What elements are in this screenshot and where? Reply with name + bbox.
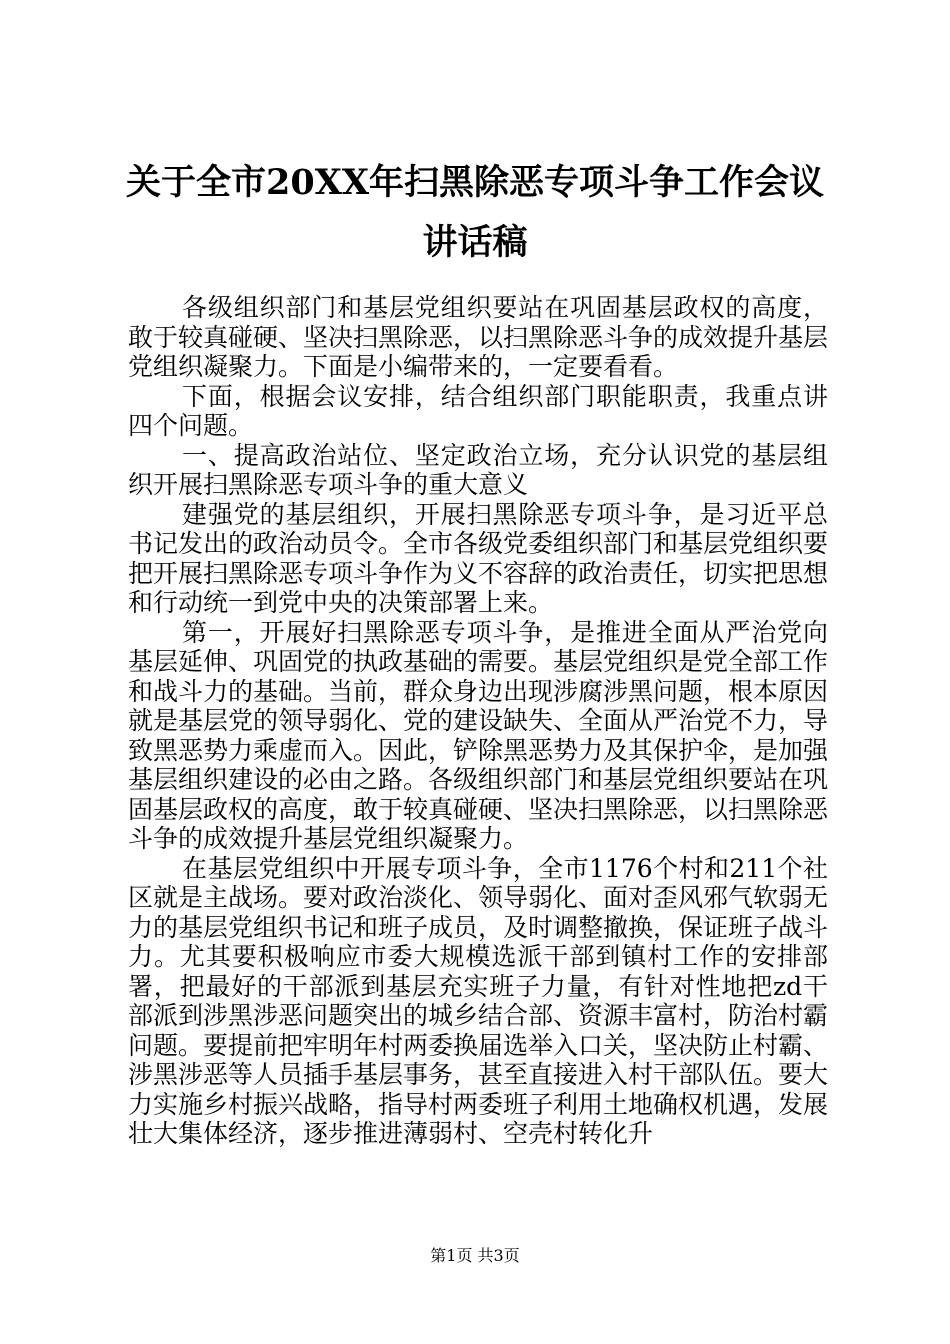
document-title-line-1: 关于全市20XX年扫黑除恶专项斗争工作会议 [125,162,825,203]
paragraph-intro: 各级组织部门和基层党组织要站在巩固基层政权的高度，敢于较真碰硬、坚决扫黑除恶，以扫黑除恶斗争的成效提升基层党组织凝聚力。下面是小编带来的，一定要看看。 [128,293,829,381]
document-title-line-2: 讲话稿 [422,222,528,263]
paragraph-agenda: 下面，根据会议安排，结合组织部门职能职责，我重点讲四个问题。 [128,381,828,440]
paragraph-point-1: 第一，开展好扫黑除恶专项斗争，是推进全面从严治党向基层延伸、巩固党的执政基础的需要。基层党组织是党全部工作和战斗力的基础。当前，群众身边出现涉腐涉黑问题，根本原因就是基层党的领导弱化、党的建设缺失、全面从严治党不力，导致黑恶势力乘虚而入。因此，铲除黑恶势力及其保护伞，是加强基层组织建设的必由之路。各级组织部门和基层党组织要站在巩固基层政权的高度，敢于较真碰硬、坚决扫黑除恶，以扫黑除恶斗争的成效提升基层党组织凝聚力。 [128,617,829,853]
section-heading-1: 一、提高政治站位、坚定政治立场，充分认识党的基层组织开展扫黑除恶专项斗争的重大意义 [128,440,828,499]
paragraph-section-1: 建强党的基层组织，开展扫黑除恶专项斗争，是习近平总书记发出的政治动员令。全市各级党委组织部门和基层党组织要把开展扫黑除恶专项斗争作为义不容辞的政治责任，切实把思想和行动统一到党中央的决策部署上来。 [128,499,829,617]
paragraph-village: 在基层党组织中开展专项斗争，全市1176个村和211个社区就是主战场。要对政治淡化、领导弱化、面对歪风邪气软弱无力的基层党组织书记和班子成员，及时调整撤换，保证班子战斗力。尤其要积极响应市委大规模选派干部到镇村工作的安排部署，把最好的干部派到基层充实班子力量，有针对性地把zd干部派到涉黑涉恶问题突出的城乡结合部、资源丰富村，防治村霸问题。要提前把牢明年村两委换届选举入口关，坚决防止村霸、涉黑涉恶等人员插手基层事务，甚至直接进入村干部队伍。要大力实施乡村振兴战略，指导村两委班子利用土地确权机遇，发展壮大集体经济，逐步推进薄弱村、空壳村转化升 [128,853,829,1148]
document-body [128,293,828,1149]
page-number-footer: 第1页 共3页 [430,1246,520,1265]
